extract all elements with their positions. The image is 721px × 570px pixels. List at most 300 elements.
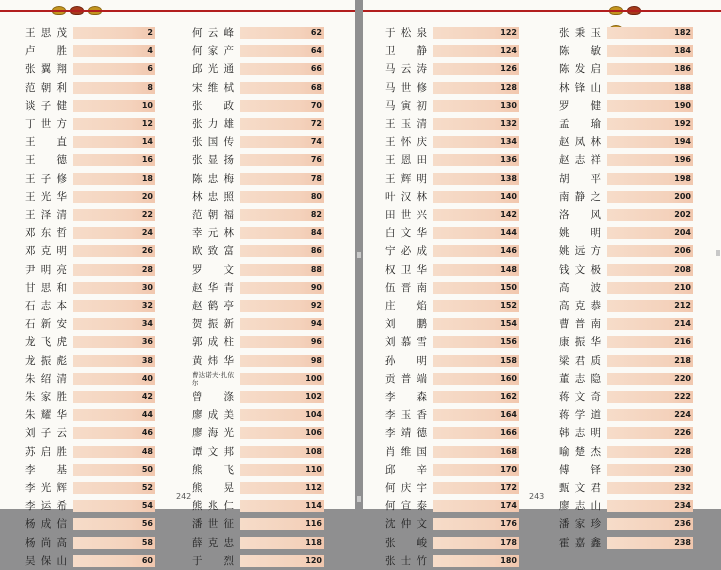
entry-page-number: 28 [141, 264, 153, 274]
entry-name: 伍晋南 [385, 281, 427, 294]
index-entry [192, 461, 324, 479]
entry-page-number: 152 [500, 301, 517, 310]
entry-name: 韩志明 [559, 427, 601, 440]
index-entry [25, 406, 155, 424]
index-entry [559, 42, 693, 60]
entry-name: 贺振新 [192, 318, 234, 331]
index-entry [385, 406, 519, 424]
entry-page-number: 98 [310, 355, 322, 365]
entry-name: 马寅初 [385, 99, 427, 112]
index-entry [25, 424, 155, 442]
index-entry [385, 224, 519, 242]
index-entry [25, 242, 155, 260]
entry-page-number: 232 [674, 483, 691, 492]
index-entry [192, 515, 324, 533]
index-entry [559, 352, 693, 370]
index-entry [385, 42, 519, 60]
index-entry [25, 279, 155, 297]
entry-page-number: 2 [147, 28, 153, 37]
entry-name: 蒋文奇 [559, 391, 601, 403]
index-entry [25, 170, 155, 188]
entry-page-number: 126 [500, 64, 517, 74]
entry-name: 邓东哲 [25, 227, 67, 240]
entry-name: 胡 平 [559, 172, 601, 185]
index-entry [559, 443, 693, 461]
index-entry [559, 534, 693, 552]
entry-page-number: 84 [310, 228, 322, 238]
index-entry [385, 60, 519, 78]
index-entry [25, 352, 155, 370]
entry-name: 孟 瑜 [559, 118, 601, 130]
index-entry [385, 188, 519, 206]
index-entry [385, 370, 519, 388]
entry-name: 赵志祥 [559, 154, 601, 167]
entry-name: 熊兆仁 [192, 500, 234, 513]
entry-page-number: 36 [141, 337, 153, 347]
entry-name: 范朝福 [192, 209, 234, 221]
entry-page-number: 136 [500, 155, 517, 165]
index-entry [25, 206, 155, 224]
entry-name: 范朝利 [25, 81, 67, 94]
entry-name: 廖志山 [559, 500, 601, 513]
index-entry [192, 206, 324, 224]
entry-page-number: 110 [305, 464, 322, 474]
entry-page-number: 164 [500, 410, 517, 420]
entry-page-number: 112 [305, 483, 322, 492]
entry-page-number: 176 [500, 519, 517, 529]
index-entry [559, 60, 693, 78]
entry-page-number: 178 [500, 537, 517, 547]
index-entry [385, 206, 519, 224]
index-entry [385, 315, 519, 333]
entry-name: 庄 焰 [385, 300, 427, 312]
entry-page-number: 138 [500, 173, 517, 183]
entry-name: 欧致富 [192, 245, 234, 258]
entry-name: 何家产 [192, 45, 234, 58]
entry-name: 罗 文 [192, 263, 234, 276]
index-entry [192, 424, 324, 442]
entry-page-number: 122 [500, 28, 517, 37]
entry-page-number: 78 [310, 173, 322, 183]
entry-name: 李光辉 [25, 482, 67, 494]
entry-name: 宋维栻 [192, 81, 234, 94]
entry-page-number: 154 [500, 319, 517, 329]
entry-page-number: 96 [310, 337, 322, 347]
entry-name: 朱绍清 [25, 372, 67, 385]
entry-name: 康振华 [559, 336, 601, 349]
entry-page-number: 14 [141, 137, 153, 147]
entry-name: 王 德 [25, 154, 67, 167]
entry-name: 谈子健 [25, 99, 67, 112]
entry-page-number: 238 [674, 537, 691, 547]
entry-name: 钱文极 [559, 263, 601, 276]
entry-name: 邱光通 [192, 63, 234, 76]
entry-name: 罗 健 [559, 99, 601, 112]
entry-name: 杨成信 [25, 518, 67, 531]
entry-page-number: 202 [674, 210, 691, 219]
index-entry [385, 97, 519, 115]
entry-page-number: 236 [674, 519, 691, 529]
entry-page-number: 108 [305, 446, 322, 456]
index-entry [25, 151, 155, 169]
entry-page-number: 88 [310, 264, 322, 274]
index-entry [385, 424, 519, 442]
entry-name: 苏启胜 [25, 445, 67, 458]
entry-page-number: 8 [147, 82, 153, 92]
entry-page-number: 90 [310, 282, 322, 292]
index-entry [25, 97, 155, 115]
entry-name: 曾 涤 [192, 391, 234, 403]
index-entry [385, 170, 519, 188]
index-entry [385, 461, 519, 479]
entry-name: 马世修 [385, 81, 427, 94]
index-entry [559, 515, 693, 533]
entry-name: 朱耀华 [25, 409, 67, 422]
entry-page-number: 86 [310, 246, 322, 256]
index-entry [192, 279, 324, 297]
index-entry [559, 461, 693, 479]
index-entry [559, 370, 693, 388]
entry-name: 姚远方 [559, 245, 601, 258]
entry-name: 李 森 [385, 391, 427, 403]
entry-page-number: 148 [500, 264, 517, 274]
entry-page-number: 216 [674, 337, 691, 347]
index-entry [559, 170, 693, 188]
entry-page-number: 134 [500, 137, 517, 147]
entry-page-number: 68 [310, 82, 322, 92]
entry-name: 何宣泰 [385, 500, 427, 513]
index-entry [25, 188, 155, 206]
entry-name: 卫 静 [385, 45, 427, 58]
entry-name: 张士竹 [385, 554, 427, 567]
entry-name: 张国传 [192, 136, 234, 149]
index-entry [25, 261, 155, 279]
entry-page-number: 198 [674, 173, 691, 183]
entry-name: 王恩田 [385, 154, 427, 167]
index-entry [385, 497, 519, 515]
entry-page-number: 174 [500, 501, 517, 511]
entry-page-number: 140 [500, 191, 517, 201]
index-entry [25, 79, 155, 97]
index-entry [385, 515, 519, 533]
entry-page-number: 106 [305, 428, 322, 438]
entry-name: 杨尚高 [25, 536, 67, 549]
index-entry [385, 261, 519, 279]
index-entry [559, 424, 693, 442]
entry-name: 廖海光 [192, 427, 234, 440]
entry-page-number: 66 [310, 64, 322, 74]
index-entry [559, 151, 693, 169]
entry-name: 廖成美 [192, 409, 234, 422]
entry-page-number: 146 [500, 246, 517, 256]
entry-page-number: 190 [674, 100, 691, 110]
entry-name: 朱家胜 [25, 391, 67, 403]
entry-page-number: 62 [310, 28, 322, 37]
entry-page-number: 72 [310, 119, 322, 128]
entry-name: 王辉明 [385, 172, 427, 185]
index-entry [192, 534, 324, 552]
entry-page-number: 194 [674, 137, 691, 147]
index-entry [192, 333, 324, 351]
entry-name: 田世兴 [385, 209, 427, 221]
index-entry [192, 443, 324, 461]
entry-page-number: 218 [674, 355, 691, 365]
entry-name: 白文华 [385, 227, 427, 240]
entry-page-number: 160 [500, 373, 517, 383]
index-entry [25, 115, 155, 133]
index-entry [385, 79, 519, 97]
entry-name: 刘 鹏 [385, 318, 427, 331]
entry-page-number: 166 [500, 428, 517, 438]
entry-name: 刘子云 [25, 427, 67, 440]
entry-name: 贡普端 [385, 372, 427, 385]
entry-page-number: 46 [141, 428, 153, 438]
entry-page-number: 230 [674, 464, 691, 474]
entry-name: 刘慕雪 [385, 336, 427, 349]
entry-page-number: 60 [141, 555, 153, 565]
index-entry [25, 552, 155, 570]
entry-name: 高 波 [559, 281, 601, 294]
entry-name: 董志隐 [559, 372, 601, 385]
index-entry [385, 151, 519, 169]
index-entry [385, 333, 519, 351]
entry-page-number: 196 [674, 155, 691, 165]
entry-name: 张秉玉 [559, 27, 601, 39]
entry-page-number: 114 [305, 501, 322, 511]
entry-name: 林忠照 [192, 190, 234, 203]
entry-page-number: 44 [141, 410, 153, 420]
entry-name: 龙飞虎 [25, 336, 67, 349]
index-entry [25, 443, 155, 461]
entry-name: 陈发启 [559, 63, 601, 76]
entry-page-number: 210 [674, 282, 691, 292]
index-entry [25, 388, 155, 406]
entry-name: 王怀庆 [385, 136, 427, 149]
index-entry [192, 170, 324, 188]
entry-page-number: 40 [141, 373, 153, 383]
entry-page-number: 228 [674, 446, 691, 456]
entry-page-number: 118 [305, 537, 322, 547]
index-entry [192, 133, 324, 151]
entry-name: 王光华 [25, 190, 67, 203]
entry-name: 黄炜华 [192, 354, 234, 367]
index-entry [385, 133, 519, 151]
index-entry [25, 133, 155, 151]
index-entry [559, 97, 693, 115]
entry-name: 王泽清 [25, 209, 67, 221]
entry-name: 陈忠梅 [192, 172, 234, 185]
entry-name: 马云涛 [385, 63, 427, 76]
index-entry [192, 479, 324, 497]
page-number: 243 [529, 492, 545, 501]
gutter-mark [716, 250, 720, 256]
entry-name: 梁君质 [559, 354, 601, 367]
index-entry [559, 333, 693, 351]
index-entry [385, 242, 519, 260]
entry-page-number: 34 [141, 319, 153, 329]
entry-page-number: 80 [310, 191, 322, 201]
entry-name: 谭文邦 [192, 445, 234, 458]
entry-name: 潘家珍 [559, 518, 601, 531]
page-number: 242 [176, 492, 192, 501]
gutter-mark [357, 496, 361, 502]
entry-page-number: 182 [674, 28, 691, 37]
entry-name: 肖维国 [385, 445, 427, 458]
index-entry [385, 279, 519, 297]
entry-page-number: 82 [310, 210, 322, 219]
entry-page-number: 10 [141, 100, 153, 110]
index-entry [192, 242, 324, 260]
index-entry [385, 24, 519, 42]
entry-page-number: 192 [674, 119, 691, 128]
right-page [363, 0, 721, 567]
index-entry [192, 552, 324, 570]
entry-page-number: 222 [674, 392, 691, 401]
entry-page-number: 132 [500, 119, 517, 128]
entry-page-number: 184 [674, 46, 691, 56]
index-entry [192, 297, 324, 315]
index-entry [192, 97, 324, 115]
index-entry [385, 388, 519, 406]
index-entry [385, 115, 519, 133]
index-entry [559, 279, 693, 297]
entry-name: 王子修 [25, 172, 67, 185]
header-rule [363, 10, 721, 12]
index-entry [385, 352, 519, 370]
entry-name: 熊 晃 [192, 482, 234, 494]
entry-page-number: 158 [500, 355, 517, 365]
entry-page-number: 150 [500, 282, 517, 292]
entry-name: 熊 飞 [192, 463, 234, 476]
entry-page-number: 24 [141, 228, 153, 238]
entry-name: 曹达诺夫·扎依尔 [192, 370, 234, 387]
entry-name: 王思茂 [25, 27, 67, 39]
entry-name: 孙 明 [385, 354, 427, 367]
index-entry [192, 24, 324, 42]
index-entry [25, 297, 155, 315]
index-entry [559, 206, 693, 224]
entry-page-number: 220 [674, 373, 691, 383]
entry-page-number: 142 [500, 210, 517, 219]
index-entry [25, 24, 155, 42]
entry-page-number: 50 [141, 464, 153, 474]
entry-name: 尹明亮 [25, 263, 67, 276]
entry-page-number: 20 [141, 191, 153, 201]
index-entry [25, 515, 155, 533]
index-entry [192, 42, 324, 60]
entry-page-number: 32 [141, 301, 153, 310]
index-entry [25, 42, 155, 60]
entry-name: 沈仲文 [385, 518, 427, 531]
entry-page-number: 162 [500, 392, 517, 401]
entry-page-number: 116 [305, 519, 322, 529]
index-entry [192, 497, 324, 515]
entry-page-number: 76 [310, 155, 322, 165]
entry-page-number: 156 [500, 337, 517, 347]
entry-name: 洛 风 [559, 209, 601, 221]
entry-page-number: 120 [305, 555, 322, 565]
index-entry [25, 479, 155, 497]
entry-page-number: 12 [141, 119, 153, 128]
entry-page-number: 48 [141, 446, 153, 456]
entry-page-number: 18 [141, 173, 153, 183]
entry-name: 蒋学道 [559, 409, 601, 422]
entry-name: 王 直 [25, 136, 67, 149]
entry-page-number: 204 [674, 228, 691, 238]
entry-page-number: 52 [141, 483, 153, 492]
header-rule [0, 10, 355, 12]
entry-page-number: 212 [674, 301, 691, 310]
entry-page-number: 186 [674, 64, 691, 74]
entry-page-number: 224 [674, 410, 691, 420]
entry-name: 卢 胜 [25, 45, 67, 58]
index-entry [192, 370, 324, 388]
index-entry [559, 261, 693, 279]
entry-page-number: 56 [141, 519, 153, 529]
entry-page-number: 100 [305, 373, 322, 383]
entry-name: 权卫华 [385, 263, 427, 276]
entry-page-number: 104 [305, 410, 322, 420]
index-entry [192, 406, 324, 424]
index-entry [559, 388, 693, 406]
entry-page-number: 188 [674, 82, 691, 92]
entry-name: 张 政 [192, 99, 234, 112]
index-entry [385, 552, 519, 570]
entry-name: 陈 敏 [559, 45, 601, 58]
index-entry [559, 242, 693, 260]
entry-name: 赵鹤亭 [192, 300, 234, 312]
entry-name: 郭成柱 [192, 336, 234, 349]
entry-name: 王玉清 [385, 118, 427, 130]
index-entry [559, 479, 693, 497]
index-entry [559, 297, 693, 315]
index-entry [25, 315, 155, 333]
entry-name: 丁世方 [25, 118, 67, 130]
entry-name: 张翼翔 [25, 63, 67, 76]
entry-page-number: 102 [305, 392, 322, 401]
entry-name: 邓克明 [25, 245, 67, 258]
entry-page-number: 30 [141, 282, 153, 292]
entry-name: 吴保山 [25, 554, 67, 567]
entry-name: 何云峰 [192, 27, 234, 39]
index-entry [192, 60, 324, 78]
index-entry [192, 352, 324, 370]
entry-name: 何庆宇 [385, 482, 427, 494]
entry-name: 甘思和 [25, 281, 67, 294]
index-entry [559, 224, 693, 242]
entry-name: 潘世征 [192, 518, 234, 531]
index-entry [385, 297, 519, 315]
index-entry [559, 188, 693, 206]
index-entry [25, 461, 155, 479]
entry-page-number: 38 [141, 355, 153, 365]
index-entry [25, 60, 155, 78]
index-entry [385, 479, 519, 497]
index-entry [25, 497, 155, 515]
index-entry [192, 261, 324, 279]
entry-name: 赵华青 [192, 281, 234, 294]
entry-page-number: 74 [310, 137, 322, 147]
entry-name: 张显扬 [192, 154, 234, 167]
index-entry [559, 24, 693, 42]
index-entry [559, 115, 693, 133]
entry-page-number: 42 [141, 392, 153, 401]
left-page [0, 0, 355, 567]
entry-name: 石志本 [25, 300, 67, 312]
index-entry [192, 151, 324, 169]
entry-page-number: 226 [674, 428, 691, 438]
entry-name: 邱 辛 [385, 463, 427, 476]
